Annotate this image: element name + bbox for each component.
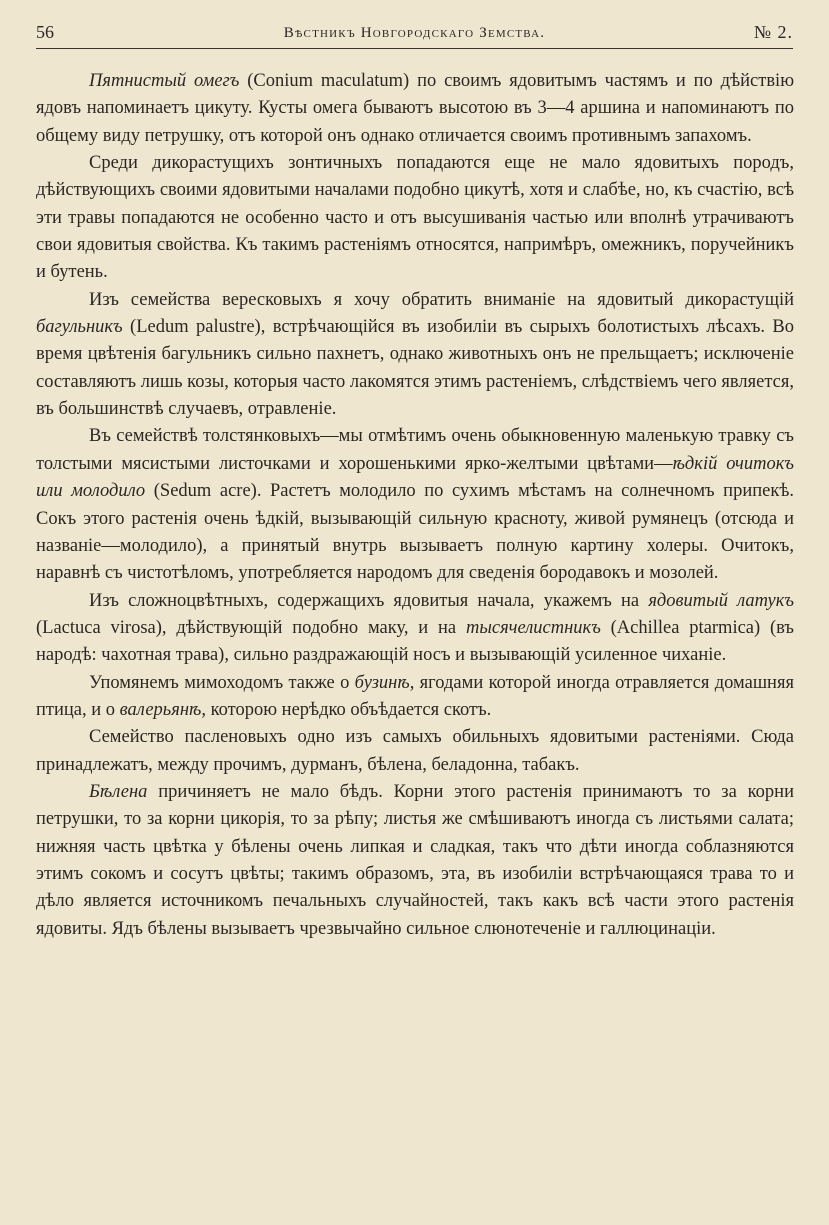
plant-name: ядовитый латукъ [648, 590, 795, 611]
paragraph [36, 68, 794, 150]
paragraph-text: (Ledum palustre), встрѣчающійся въ изобиліи въ сырыхъ болотистыхъ лѣсахъ. Во время цвѣтенія багульникъ сильно пахнетъ, однако животныхъ онъ не прельщаетъ; исключеніе составляютъ лишь козы, которыя часто лакомятся этимъ растеніемъ, слѣдствіемъ чего является, въ большинствѣ случаевъ, отравленіе. [36, 317, 795, 420]
paragraph [36, 150, 794, 287]
article-body [36, 68, 794, 943]
paragraph [36, 588, 794, 670]
plant-name: багульникъ [36, 317, 123, 338]
paragraph-text: (Lactuca virosa), дѣйствующій подобно маку, и на [36, 617, 466, 638]
paragraph [36, 287, 794, 424]
plant-name: ѣдкій очитокъ или молодило [36, 453, 794, 502]
issue-number: № 2. [753, 22, 793, 42]
paragraph-text: Упомянемъ мимоходомъ также о [89, 672, 355, 693]
paragraph-text: причиняетъ не мало бѣдъ. Корни этого растенія принимаютъ то за корни петрушки, то за корни цикорія, то за рѣпу; листья же смѣшиваютъ иногда съ листьями салата; нижняя часть цвѣтка у бѣлены очень липкая и сладкая, такъ что дѣти иногда соблазняются этимъ сокомъ и сосутъ цвѣты; такимъ образомъ, эта, въ изобиліи встрѣчающаяся трава то и дѣло является источникомъ печальныхъ случайностей, такъ какъ всѣ части этого растенія ядовиты. Ядъ бѣлены вызываетъ чрезвычайно сильное слюнотеченіе и галлюцинаціи. [36, 781, 794, 939]
paragraph-text: Среди дикорастущихъ зонтичныхъ попадаются еще не мало ядовитыхъ породъ, дѣйствующихъ своими ядовитыми началами подобно цикутѣ, хотя и слабѣе, но, къ счастію, всѣ эти травы попадаются не особенно часто и отъ высушиванія частью или вполнѣ утрачиваютъ свои ядовитыя свойства. Къ такимъ растеніямъ относятся, напримѣръ, омежникъ, поручейникъ и бутень. [36, 153, 794, 283]
paragraph-text: (Achillea ptarmica) (въ народѣ: чахотная трава), сильно раздражающій носъ и вызывающій усиленное чиханіе. [36, 617, 794, 666]
paragraph-text: Семейство пасленовыхъ одно изъ самыхъ обильныхъ ядовитыми растеніями. Сюда принадлежатъ, между прочимъ, дурманъ, бѣлена, беладонна, табакъ. [36, 727, 794, 775]
journal-title: Вѣстникъ Новгородскаго Земства. [283, 25, 546, 41]
paragraph [36, 724, 794, 779]
plant-name: тысячелистникъ [465, 617, 601, 638]
plant-name: валерьянѣ [119, 699, 202, 720]
paragraph [36, 423, 794, 587]
paragraph-text: (Conium maculatum) по своимъ ядовитымъ частямъ и по дѣйствію ядовъ напоминаетъ цикуту. Кусты омега бываютъ высотою въ 3—4 аршина и напоминаютъ по общему виду петрушку, отъ которой онъ однако отличается своимъ противнымъ запахомъ. [36, 71, 795, 146]
paragraph-text: , ягодами которой иногда отравляется домашняя птица, и о [36, 672, 794, 720]
paragraph-text: Въ семействѣ толстянковыхъ—мы отмѣтимъ очень обыкновенную маленькую травку съ толстыми мясистыми листочками и хорошенькими ярко-желтыми цвѣтами— [36, 426, 794, 474]
paragraph-text: (Sedum acre). Растетъ молодило по сухимъ мѣстамъ на солнечномъ припекѣ. Сокъ этого растенія очень ѣдкій, вызывающій сильную красноту, живой румянецъ (отсюда и названіе—молодило), а принятый внутрь вызываетъ полную картину холеры. Очитокъ, наравнѣ съ чистотѣломъ, употребляется народомъ для сведенія бородавокъ и мозолей. [36, 481, 795, 584]
plant-name: Бѣлена [89, 781, 148, 802]
page-number: 56 [36, 22, 54, 42]
paragraph-text: , которою нерѣдко объѣдается скотъ. [201, 699, 492, 720]
paragraph-text: Изъ семейства вересковыхъ я хочу обратить вниманіе на ядовитый дикорастущій [89, 289, 794, 310]
paragraph [36, 779, 794, 943]
paragraph [36, 670, 794, 725]
paragraph-text: Изъ сложноцвѣтныхъ, содержащихъ ядовитыя начала, укажемъ на [89, 590, 649, 611]
plant-name: Пятнистый омегъ [89, 71, 240, 91]
running-header [36, 20, 793, 49]
plant-name: бузинѣ [354, 672, 410, 693]
